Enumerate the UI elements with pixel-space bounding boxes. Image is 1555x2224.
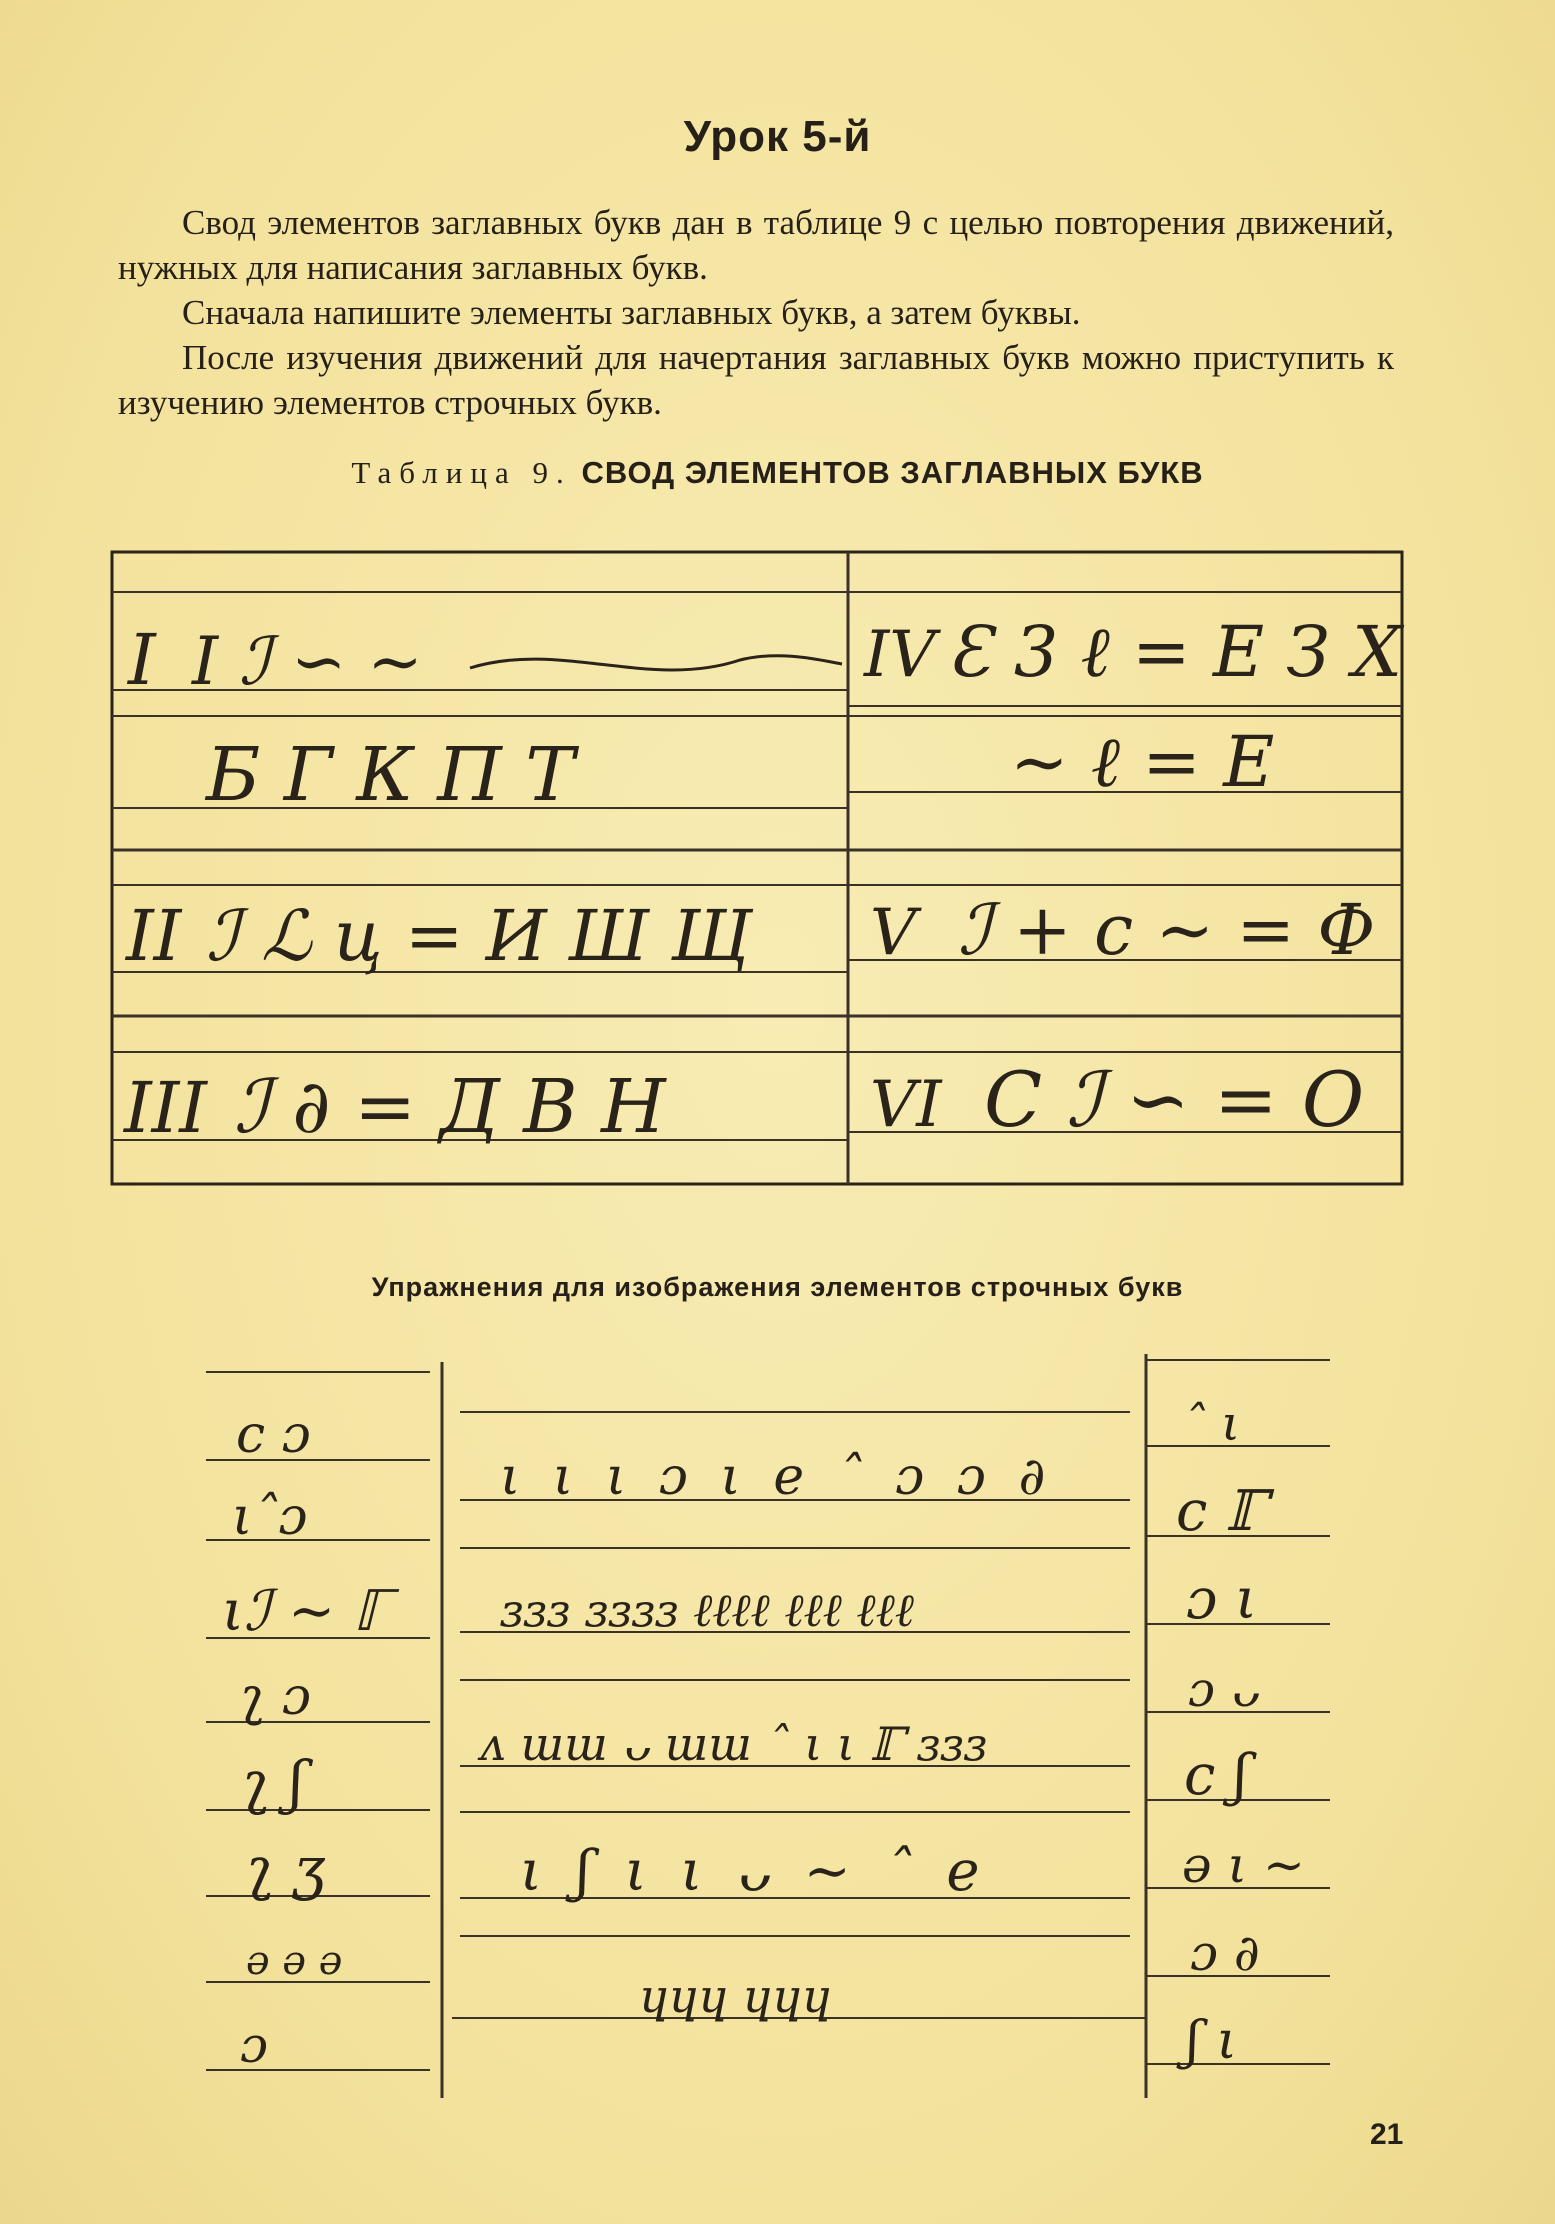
right-exercise-row: ɔ ι bbox=[1186, 1567, 1258, 1632]
cell-III-numeral: III bbox=[124, 1067, 207, 1149]
table-caption-title: СВОД ЭЛЕМЕНТОВ ЗАГЛАВНЫХ БУКВ bbox=[581, 455, 1204, 490]
right-exercise-row: ɔ ᴗ bbox=[1188, 1662, 1260, 1718]
exercises-caption: Упражнения для изображения элементов строчных букв bbox=[371, 1272, 1184, 1302]
middle-exercise-row: ᴧ ɯɯ ᴗ ɯɯ ˆ ι ι ℾ ɜɜɜ bbox=[480, 1717, 988, 1771]
left-exercise-row: ʅ ʃ bbox=[242, 1748, 305, 1816]
left-exercise-row: ιℐ ∼ ℾ bbox=[222, 1579, 390, 1644]
cell-VI-line1: С ℐ ∽ = О bbox=[984, 1055, 1365, 1144]
left-exercise-row: ʅ ɔ bbox=[240, 1667, 311, 1727]
middle-exercise-row: ι ʃ ι ι ᴗ ∼ ˆ е bbox=[520, 1839, 988, 1904]
cell-II-line1: ℐ ℒ ц = И Ш Щ bbox=[206, 895, 752, 977]
right-exercise-row: с ℾ bbox=[1176, 1479, 1265, 1544]
middle-exercise-row: ι ι ι ɔ ι е ˆ ɔ ɔ ∂ bbox=[500, 1447, 1054, 1507]
left-exercise-row: ɔ bbox=[240, 2016, 269, 2074]
cell-V-line1: ℐ + c ∼ = Ф bbox=[958, 889, 1376, 971]
cell-IV-line2: ∼ ℓ = Е bbox=[1010, 721, 1275, 803]
right-exercise-row: ɔ ∂ bbox=[1190, 1924, 1260, 1982]
cell-V-numeral: V bbox=[870, 896, 917, 970]
right-exercise-row: ˆ ι bbox=[1182, 1396, 1241, 1452]
cell-I-line1: I ℐ ∽ ∼ bbox=[192, 623, 423, 700]
cell-IV-line1: Ɛ 3 ℓ = Е З Х bbox=[948, 611, 1403, 693]
intro-paragraph: Свод элементов заглавных букв дан в таблице 9 с целью повторения движений, нужных для написания заглавных букв. bbox=[118, 203, 1394, 287]
lesson-title: Урок 5-й bbox=[683, 112, 872, 161]
cell-I-line2: Б Г К П Т bbox=[206, 732, 575, 818]
table-caption-label: Таблица 9. bbox=[351, 455, 572, 490]
intro-paragraph: Сначала напишите элементы заглавных букв, а затем буквы. bbox=[182, 293, 1081, 332]
cell-III-line1: ℐ ∂ = Д В Н bbox=[234, 1064, 666, 1150]
left-exercise-row: ιˆɔ bbox=[232, 1487, 308, 1547]
right-exercise-row: с ʃ bbox=[1184, 1743, 1249, 1808]
right-exercise-row: ʃ ι bbox=[1186, 2011, 1238, 2071]
cell-II-numeral: II bbox=[126, 895, 182, 977]
page-number: 21 bbox=[1370, 2118, 1404, 2151]
left-exercise-row: ə ə ə bbox=[246, 1938, 343, 1984]
left-exercise-row: с ɔ bbox=[236, 1405, 311, 1465]
middle-exercise-row: ɥɥɥ ɥɥɥ bbox=[640, 1969, 833, 2023]
intro-paragraph: После изучения движений для начертания заглавных букв можно приступить к изучению элементов строчных букв. bbox=[118, 338, 1394, 422]
cell-IV-numeral: IV bbox=[864, 618, 936, 692]
cell-I-numeral: I bbox=[128, 619, 156, 701]
right-exercise-row: ə ι ∼ bbox=[1182, 1836, 1305, 1894]
left-exercise-row: ʅ ʒ bbox=[246, 1834, 326, 1902]
cell-VI-numeral: VI bbox=[870, 1068, 942, 1142]
middle-exercise-row: ɜɜɜ ɜɜɜɜ ℓℓℓℓ ℓℓℓ ℓℓℓ bbox=[500, 1583, 914, 1637]
